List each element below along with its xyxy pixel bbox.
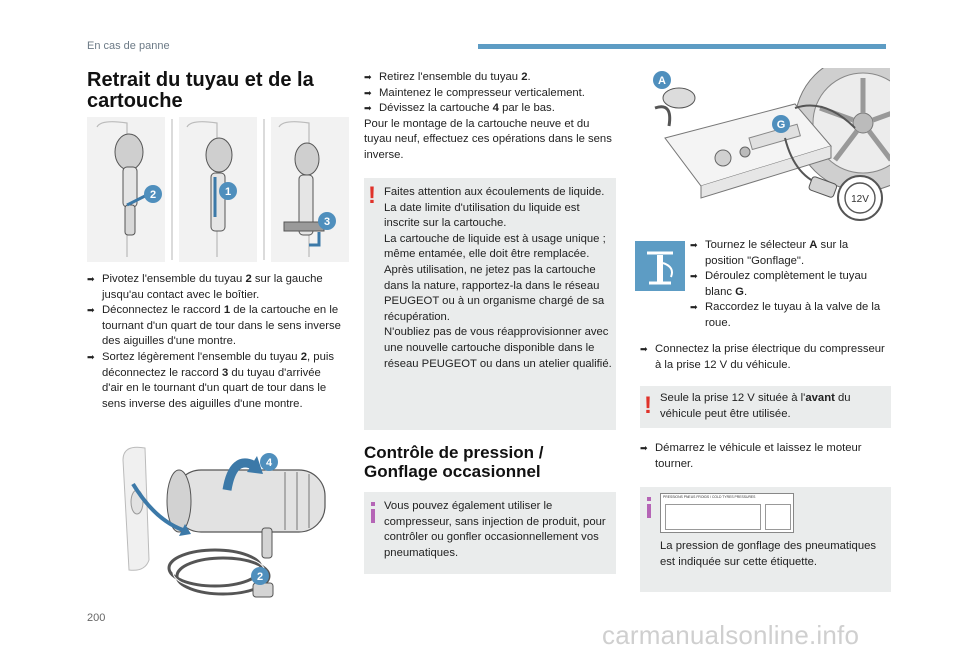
step-start [640,441,890,472]
list-item: ➡ Retirez l'ensemble du tuyau 2. [364,70,616,86]
figure-hose-cartridge [115,440,340,610]
right-steps-icon [690,238,890,332]
arrow-bullet-icon: ➡ [690,302,698,313]
badge-fig2-a: 4 [265,457,273,469]
warning-line: N'oubliez pas de vous réapprovisionner avec une nouvelle cartouche disponible dans le réseau PEUGEOT ou dans un atelier qualifié. [384,326,612,370]
step-connect [640,342,890,373]
badge-fig1-b: 1 [224,186,232,198]
page-number: 200 [87,612,106,624]
warning-box-liquid [364,178,616,430]
list-item: ➡ Tournez le sélecteur A sur la position "Gonflage". [690,239,849,267]
arrow-bullet-icon: ➡ [690,240,698,250]
badge-compressor-g: G [776,119,786,131]
arrow-bullet-icon: ➡ [364,72,372,82]
badge-compressor-a: A [658,75,666,87]
list-item: ➡ Pivotez l'ensemble du tuyau 2 sur la gauche jusqu'au contact avec le boîtier. [87,273,323,301]
arrow-bullet-icon: ➡ [87,274,95,284]
badge-fig1-a: 2 [149,189,157,201]
warning-box-socket: ! Seule la prise 12 V située à l'avant du véhicule peut être utilisée. [640,386,891,428]
arrow-bullet-icon: ➡ [640,443,648,453]
info-text: La pression de gonflage des pneumatiques est indiquée sur cette étiquette. [660,540,877,568]
info-icon-dot [371,502,375,506]
reassembly-paragraph: Pour le montage de la cartouche neuve et du tuyau neuf, effectuez ces opérations dans le sens inverse. [364,117,612,161]
badge-fig2-b: 2 [256,571,264,583]
title-controle-pression: Contrôle de pression / Gonflage occasionnel [364,443,544,481]
plug-12v-label: 12V [851,194,869,205]
arrow-bullet-icon: ➡ [640,344,648,354]
list-item: ➡ Déconnectez le raccord 1 de la cartouche en le tournant d'un quart de tour dans le sens inverse des aiguilles d'une montre. [87,304,341,348]
figure-inflate-mode-icon [635,241,685,291]
arrow-bullet-icon: ➡ [87,305,95,316]
arrow-bullet-icon: ➡ [87,351,95,362]
section-header: En cas de panne [87,40,170,52]
info-text: Vous pouvez également utiliser le compresseur, sans injection de produit, pour contrôler ou gonfler occasionnellement vos pneumatiques. [384,500,606,559]
warning-icon: ! [644,392,652,419]
figure-cartridge-steps [87,117,349,262]
list-item: ➡ Raccordez le tuyau à la valve de la roue. [690,301,881,329]
arrow-bullet-icon: ➡ [690,271,698,282]
warning-icon: ! [368,182,376,209]
title-retrait: Retrait du tuyau et de la cartouche [87,69,314,112]
list-item: ➡ Sortez légèrement l'ensemble du tuyau 2, puis déconnectez le raccord 3 du tuyau d'arrivée d'air en le tournant d'un quart de tour dans le sens inverse des aiguilles d'une montre. [87,350,335,410]
warning-line: Après utilisation, ne jetez pas la cartouche dans la nature, rapportez-la dans le réseau PEUGEOT ou à un organisme chargé de sa récupération. [384,263,605,323]
watermark: carmanualsonline.info [602,620,860,649]
info-icon-dot [647,497,651,501]
warning-line: La cartouche de liquide est à usage unique ; même entamée, elle doit être remplacée. [384,232,606,261]
warning-line: Faites attention aux écoulements de liquide. [384,186,605,198]
info-icon [647,504,651,518]
list-item: ➡ Démarrez le véhicule et laissez le moteur tourner. [640,442,862,470]
tyre-label-header: PRESSIONS PNEUS FROIDS / COLD TYRES PRESSURES [663,495,756,499]
tyre-pressure-label-image [660,493,794,533]
header-bar [478,44,886,49]
middle-steps [364,70,616,164]
info-box-pressure-label [640,487,891,592]
arrow-bullet-icon: ➡ [364,103,372,114]
list-item: ➡ Dévissez la cartouche 4 par le bas. [364,101,616,117]
figure-compressor-wheel [645,68,890,238]
badge-fig1-c: 3 [323,216,331,228]
arrow-bullet-icon: ➡ [364,87,372,98]
info-box-compressor [364,492,616,574]
list-item: ➡ Déroulez complètement le tuyau blanc G. [690,270,868,298]
left-steps [87,272,343,412]
list-item: ➡ Connectez la prise électrique du compresseur à la prise 12 V du véhicule. [640,343,885,371]
list-item: ➡ Maintenez le compresseur verticalement. [364,86,616,102]
info-icon [371,509,375,523]
warning-line: La date limite d'utilisation du liquide est inscrite sur la cartouche. [384,201,580,230]
